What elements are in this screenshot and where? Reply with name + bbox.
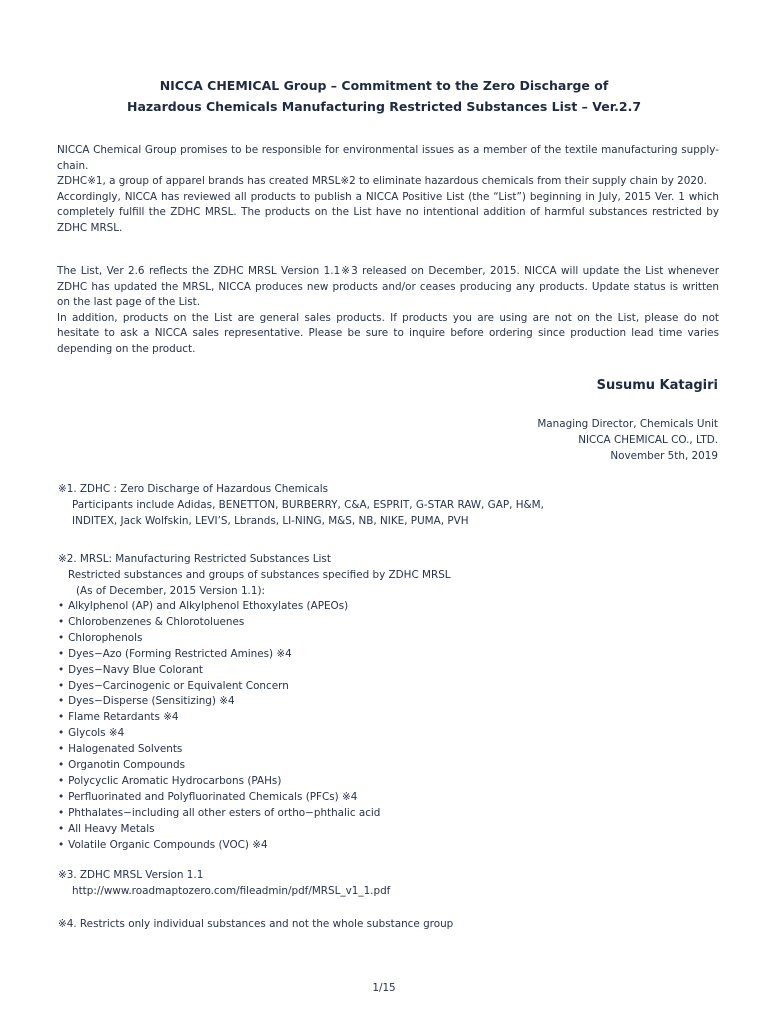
list-item: • All Heavy Metals <box>58 822 380 838</box>
list-item: • Dyes−Carcinogenic or Equivalent Concern <box>58 679 380 695</box>
intro-paragraph: In addition, products on the List are general sales products. If products you are using are not on the List, please do not hesitate to ask a NICCA sales representative. Please be sure to inquire before ordering since production lead time varies depending on the product. <box>57 311 719 355</box>
list-item: • Chlorophenols <box>58 631 380 647</box>
list-item: • Polycyclic Aromatic Hydrocarbons (PAHs) <box>58 774 380 790</box>
substance-list <box>58 599 380 854</box>
footnote-1-title: ※1. ZDHC : Zero Discharge of Hazardous Chemicals <box>58 483 329 495</box>
mrsl-link[interactable]: http://www.roadmaptozero.com/fileadmin/pdf/MRSL_v1_1.pdf <box>72 885 391 897</box>
document-title-line1: NICCA CHEMICAL Group – Commitment to the Zero Discharge of <box>159 78 609 93</box>
signatory-name: Susumu Katagiri <box>596 378 718 393</box>
company-name: NICCA CHEMICAL CO., LTD. <box>578 434 718 446</box>
footnote-2-line1: Restricted substances and groups of substances specified by ZDHC MRSL <box>68 569 451 581</box>
intro-paragraph: Accordingly, NICCA has reviewed all products to publish a NICCA Positive List (the “List”) beginning in July, 2015 Ver. 1 which completely fulfill the ZDHC MRSL. The products on the List have no intentional addition of harmful substances restricted by ZDHC MRSL. <box>57 190 719 234</box>
signature-block <box>537 416 718 464</box>
footnote-4 <box>58 916 453 932</box>
list-item: • Halogenated Solvents <box>58 742 380 758</box>
footnote-3 <box>58 867 390 899</box>
footnote-2-line2: (As of December, 2015 Version 1.1): <box>76 585 266 597</box>
list-item: • Alkylphenol (AP) and Alkylphenol Ethoxylates (APEOs) <box>58 599 380 615</box>
footnote-1-line2: INDITEX, Jack Wolfskin, LEVI’S, Lbrands, LI-NING, M&S, NB, NIKE, PUMA, PVH <box>72 515 469 527</box>
page-number: 1/15 <box>372 982 396 994</box>
list-item: • Dyes−Navy Blue Colorant <box>58 663 380 679</box>
footnote-4-title: ※4. Restricts only individual substances and not the whole substance group <box>58 918 454 930</box>
footnote-2 <box>58 551 451 599</box>
signature-date: November 5th, 2019 <box>610 450 718 462</box>
signatory-position: Managing Director, Chemicals Unit <box>537 418 718 430</box>
list-item: • Dyes−Azo (Forming Restricted Amines) ※4 <box>58 647 380 663</box>
footnote-3-title: ※3. ZDHC MRSL Version 1.1 <box>58 869 204 881</box>
list-item: • Phthalates−including all other esters of ortho−phthalic acid <box>58 806 380 822</box>
list-item: • Volatile Organic Compounds (VOC) ※4 <box>58 838 380 854</box>
intro-paragraph: ZDHC※1, a group of apparel brands has created MRSL※2 to eliminate hazardous chemicals from their supply chain by 2020. <box>57 175 707 188</box>
list-item: • Chlorobenzenes & Chlorotoluenes <box>58 615 380 631</box>
intro-paragraph: NICCA Chemical Group promises to be responsible for environmental issues as a member of the textile manufacturing supply-chain. <box>57 144 719 172</box>
list-item: • Organotin Compounds <box>58 758 380 774</box>
list-item: • Glycols ※4 <box>58 726 380 742</box>
list-item: • Flame Retardants ※4 <box>58 710 380 726</box>
list-item: • Dyes−Disperse (Sensitizing) ※4 <box>58 694 380 710</box>
intro-block-2 <box>57 264 719 358</box>
intro-paragraph: The List, Ver 2.6 reflects the ZDHC MRSL Version 1.1※3 released on December, 2015. NICCA will update the List whenever ZDHC has updated the MRSL, NICCA produces new products and/or ceases producing any products. Update status is written on the last page of the List. <box>57 265 719 309</box>
intro-block-1 <box>57 143 719 237</box>
document-title-line2: Hazardous Chemicals Manufacturing Restricted Substances List – Ver.2.7 <box>126 99 642 114</box>
list-item: • Perfluorinated and Polyfluorinated Chemicals (PFCs) ※4 <box>58 790 380 806</box>
footnote-2-title: ※2. MRSL: Manufacturing Restricted Substances List <box>58 553 331 565</box>
footnote-1-line1: Participants include Adidas, BENETTON, BURBERRY, C&A, ESPRIT, G-STAR RAW, GAP, H&M, <box>72 499 544 511</box>
footnote-1 <box>58 481 544 529</box>
